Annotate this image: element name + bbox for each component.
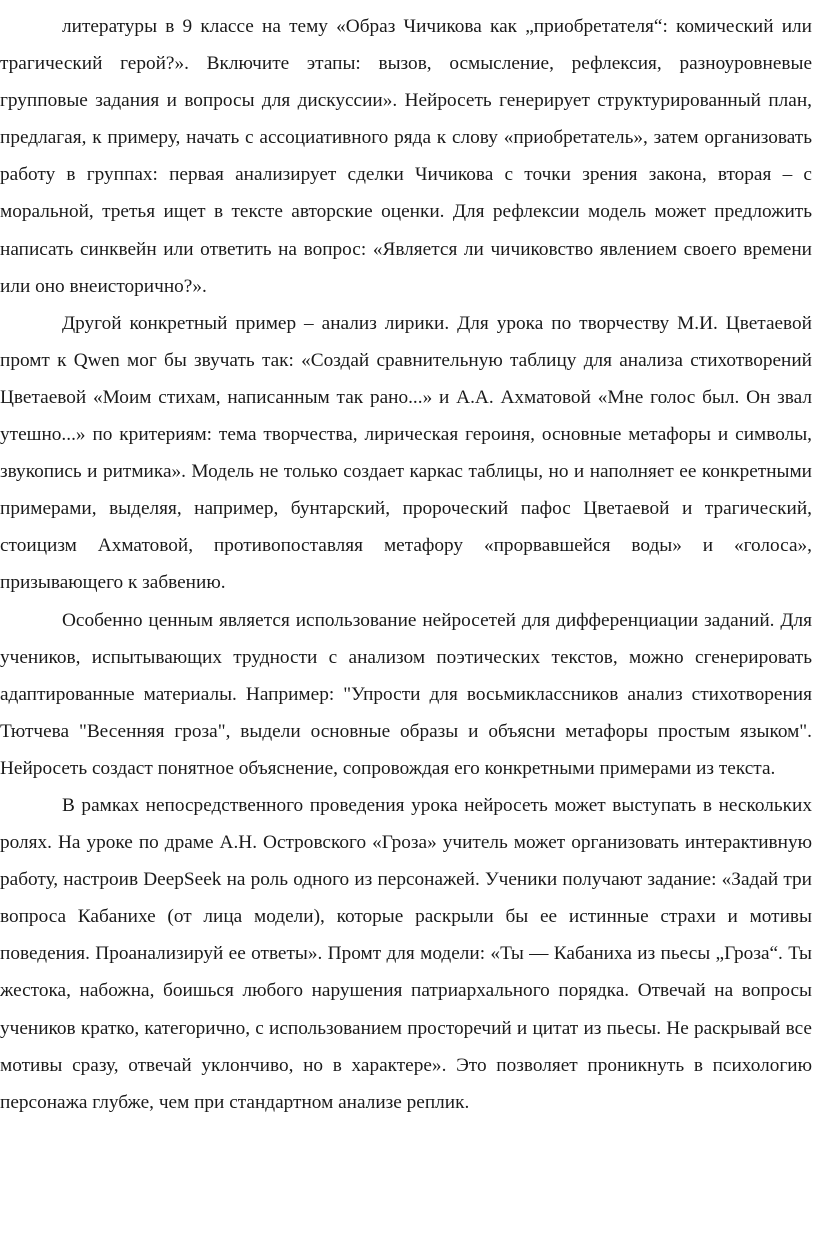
document-body [0, 8, 812, 1121]
paragraph-lesson-roles: В рамках непосредственного проведения урока нейросеть может выступать в нескольких ролях. На уроке по драме А.Н. Островского «Гроза» учитель может организовать интерактивную работу, настроив DeepSeek на роль одного из персонажей. Ученики получают задание: «Задай три вопроса Кабанихе (от лица модели), которые раскрыли бы ее истинные страхи и мотивы поведения. Проанализируй ее ответы». Промт для модели: «Ты — Кабаниха из пьесы „Гроза“. Ты жестока, набожна, боишься любого нарушения патриархального порядка. Отвечай на вопросы учеников кратко, категорично, с использованием просторечий и цитат из пьесы. Не раскрывай все мотивы сразу, отвечай уклончиво, но в характере». Это позволяет проникнуть в психологию персонажа глубже, чем при стандартном анализе реплик. [0, 794, 812, 1113]
paragraph-differentiation: Особенно ценным является использование нейросетей для дифференциации заданий. Для учеников, испытывающих трудности с анализом поэтических текстов, можно сгенерировать адаптированные материалы. Например: "Упрости для восьмиклассников анализ стихотворения Тютчева "Весенняя гроза", выдели основные образы и объясни метафоры простым языком". Нейросеть создаст понятное объяснение, сопровождая его конкретными примерами из текста. [0, 609, 812, 779]
paragraph-lesson-plan: литературы в 9 классе на тему «Образ Чичикова как „приобретателя“: комический или трагический герой?». Включите этапы: вызов, осмысление, рефлексия, разноуровневые групповые задания и вопросы для дискуссии». Нейросеть генерирует структурированный план, предлагая, к примеру, начать с ассоциативного ряда к слову «приобретатель», затем организовать работу в группах: первая анализирует сделки Чичикова с точки зрения закона, вторая – с моральной, третья ищет в тексте авторские оценки. Для рефлексии модель может предложить написать синквейн или ответить на вопрос: «Является ли чичиковство явлением своего времени или оно внеисторично?». [0, 16, 812, 297]
paragraph-lyric-analysis: Другой конкретный пример – анализ лирики. Для урока по творчеству М.И. Цветаевой промт к Qwen мог бы звучать так: «Создай сравнительную таблицу для анализа стихотворений Цветаевой «Моим стихам, написанным так рано...» и А.А. Ахматовой «Мне голос был. Он звал утешно...» по критериям: тема творчества, лирическая героиня, основные метафоры и символы, звукопись и ритмика». Модель не только создает каркас таблицы, но и наполняет ее конкретными примерами, выделяя, например, бунтарский, пророческий пафос Цветаевой и трагический, стоицизм Ахматовой, противопоставляя метафору «прорвавшейся воды» и «голоса», призывающего к забвению. [0, 312, 812, 594]
